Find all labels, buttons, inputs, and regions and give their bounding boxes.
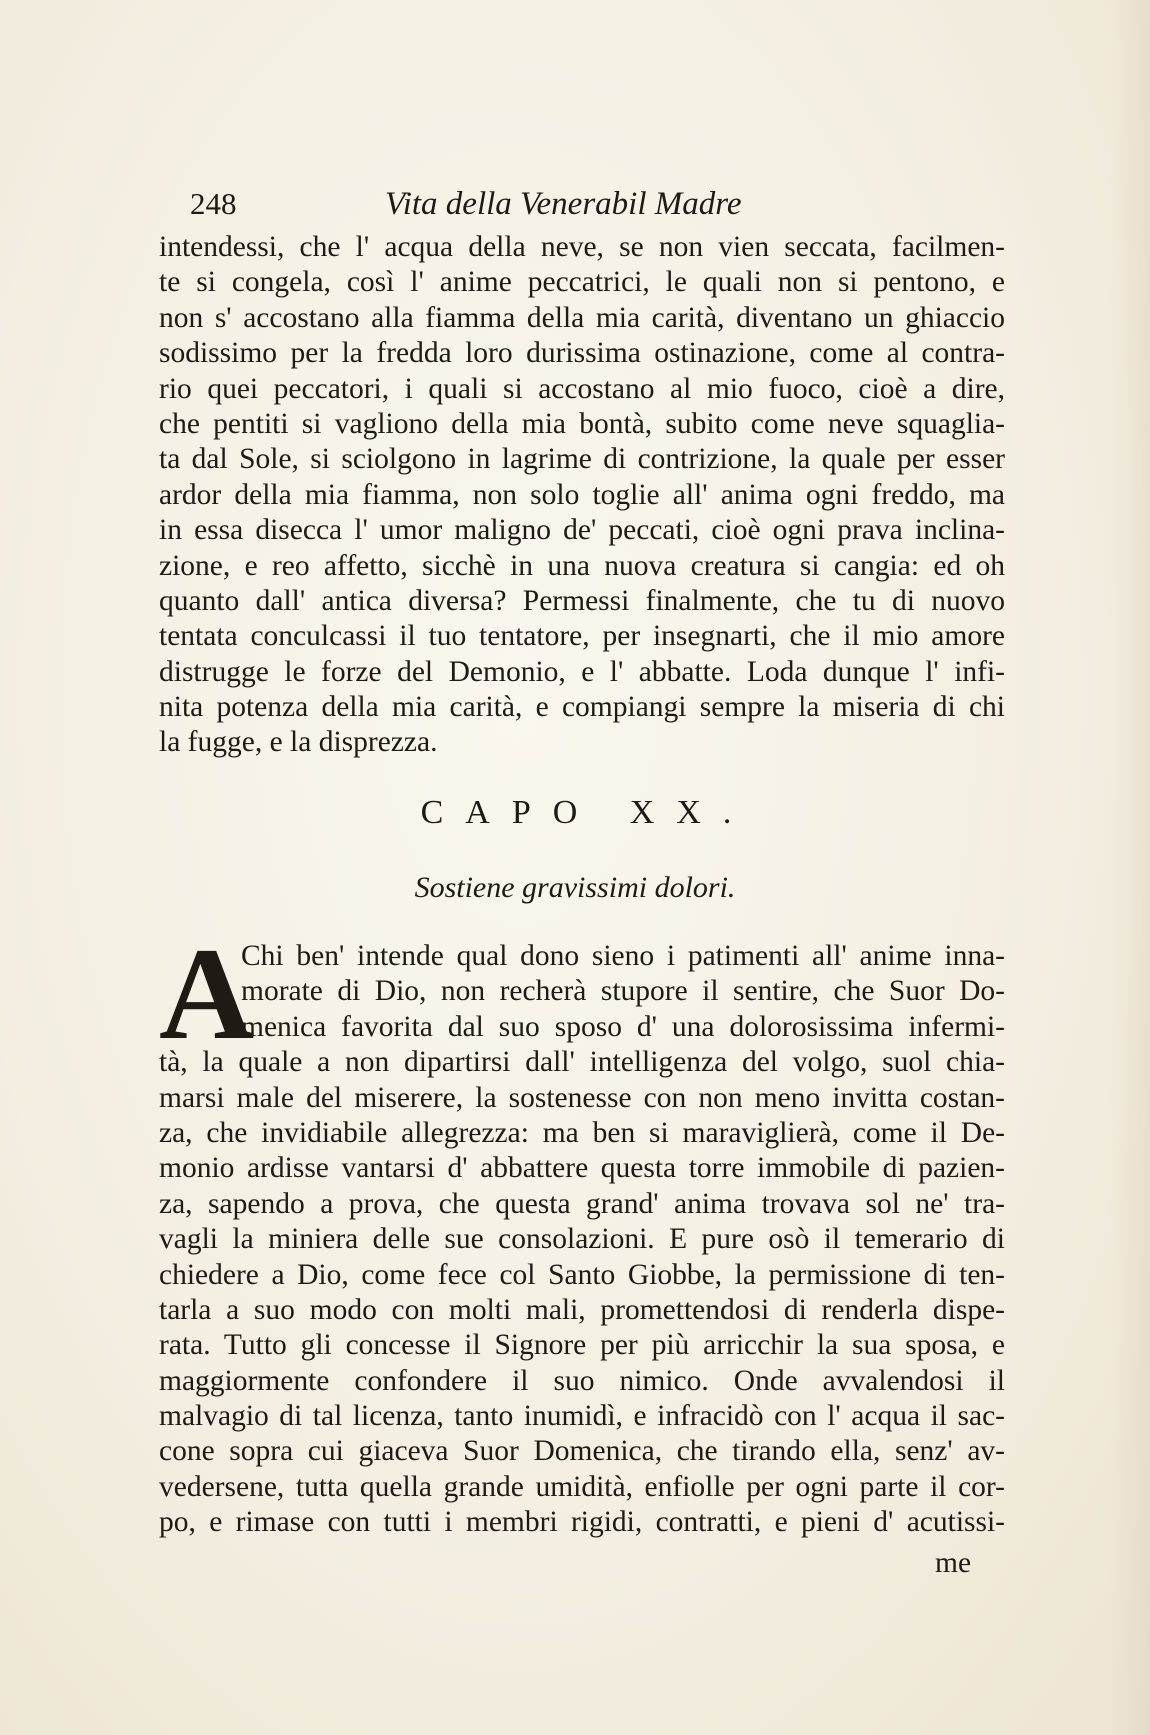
text-line: zione, e reo affetto, sicchè in una nuova creatura si cangia: ed oh xyxy=(159,549,1005,582)
text-line: quanto dall' antica diversa? Permessi finalmente, che tu di nuovo xyxy=(159,584,1005,617)
text-line: morate di Dio, non recherà stupore il sentire, che Suor Do- xyxy=(241,975,1005,1008)
page-number: 248 xyxy=(190,186,237,221)
text-line: ta dal Sole, si sciolgono in lagrime di contrizione, la quale per esser xyxy=(159,443,1005,476)
text-line: la fugge, e la disprezza. xyxy=(159,726,438,759)
chapter-title: CAPO XX. xyxy=(420,794,754,831)
text-line: te si congela, così l' anime peccatrici, le quali non si pentono, e xyxy=(159,266,1005,299)
chapter-subtitle: Sostiene gravissimi dolori. xyxy=(414,871,736,904)
page-header xyxy=(190,186,1030,232)
text-line: Chi ben' intende qual dono sieno i patimenti all' anime inna- xyxy=(241,940,1005,972)
text-line: vagli la miniera delle sue consolazioni. E pure osò il temerario di xyxy=(159,1223,1005,1256)
paragraph-2 xyxy=(159,920,1005,1541)
text-line: ardor della mia fiamma, non solo toglie all' anima ogni freddo, ma xyxy=(159,478,1005,511)
text-line: in essa disecca l' umor maligno de' peccati, cioè ogni prava inclina- xyxy=(159,514,1005,547)
text-line: nita potenza della mia carità, e compiangi sempre la miseria di chi xyxy=(159,691,1005,724)
text-line: menica favorita dal suo sposo d' una dolorosissima infermi- xyxy=(241,1010,1005,1043)
text-line: za, che invidiabile allegrezza: ma ben si maraviglierà, come il De- xyxy=(159,1116,1005,1149)
text-line: vedersene, tutta quella grande umidità, enfiolle per ogni parte il cor- xyxy=(159,1470,1005,1503)
text-line: monio ardisse vantarsi d' abbattere questa torre immobile di pazien- xyxy=(159,1152,1005,1185)
text-line: za, sapendo a prova, che questa grand' anima trovava sol ne' tra- xyxy=(159,1187,1005,1220)
text-line: rata. Tutto gli concesse il Signore per più arricchir la sua sposa, e xyxy=(159,1329,1005,1362)
text-line: sodissimo per la fredda loro durissima ostinazione, come al contra- xyxy=(159,337,1005,370)
paragraph-1 xyxy=(159,230,1005,761)
text-line: distrugge le forze del Demonio, e l' abbatte. Loda dunque l' infi- xyxy=(159,655,1005,688)
drop-cap-initial: A xyxy=(159,920,255,1067)
text-line: tarla a suo modo con molti mali, promettendosi di renderla dispe- xyxy=(159,1293,1005,1326)
text-line: marsi male del miserere, la sostenesse con non meno invitta costan- xyxy=(159,1081,1005,1114)
text-line: intendessi, che l' acqua della neve, se non vien seccata, facilmen- xyxy=(159,231,1005,263)
page-edge-shadow xyxy=(1110,0,1150,1735)
text-line: che pentiti si vagliono della mia bontà, subito come neve squaglia- xyxy=(159,407,1005,440)
text-line: rio quei peccatori, i quali si accostano al mio fuoco, cioè a dire, xyxy=(159,372,1005,405)
text-line: chiedere a Dio, come fece col Santo Giobbe, la permissione di ten- xyxy=(159,1258,1005,1291)
catchword: me xyxy=(935,1547,972,1579)
running-title: Vita della Venerabil Madre xyxy=(385,186,742,222)
text-line: malvagio di tal licenza, tanto inumidì, e infracidò con l' acqua il sac- xyxy=(159,1400,1005,1433)
text-line: tentata conculcassi il tuo tentatore, per insegnarti, che il mio amore xyxy=(159,620,1005,653)
text-line: cone sopra cui giaceva Suor Domenica, che tirando ella, senz' av- xyxy=(159,1435,1005,1468)
text-line: maggiormente confondere il suo nimico. Onde avvalendosi il xyxy=(159,1364,1005,1397)
text-line: non s' accostano alla fiamma della mia carità, diventano un ghiaccio xyxy=(159,301,1005,334)
text-line: po, e rimase con tutti i membri rigidi, contratti, e pieni d' acutissi- xyxy=(159,1506,1005,1539)
text-line: tà, la quale a non dipartirsi dall' intelligenza del volgo, suol chia- xyxy=(159,1046,1005,1079)
